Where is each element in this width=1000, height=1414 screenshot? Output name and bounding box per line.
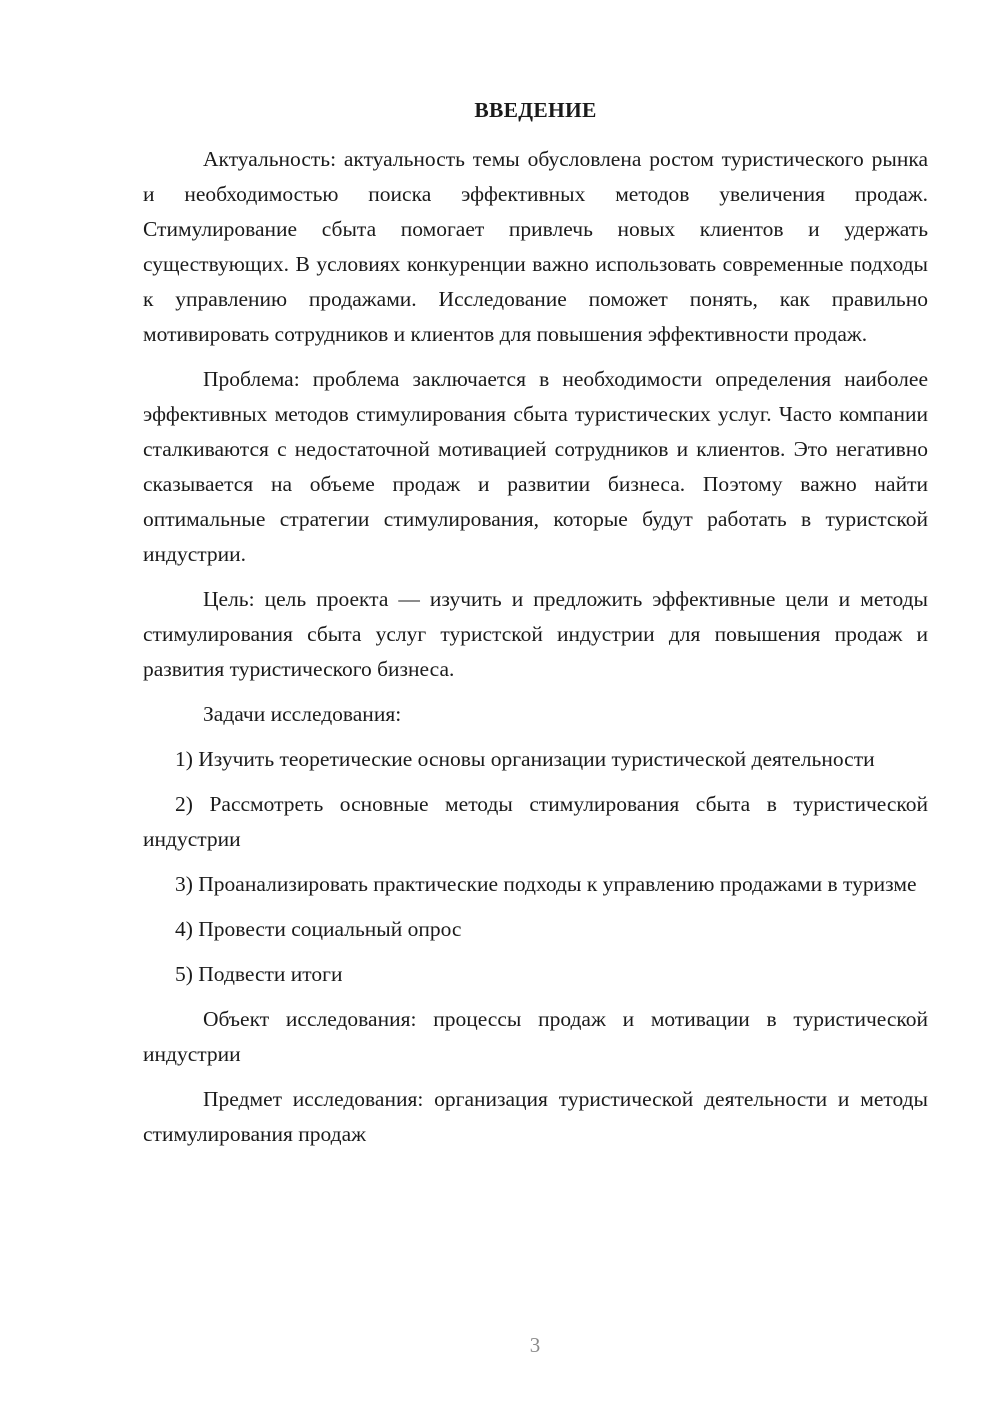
paragraph-subject: Предмет исследования: организация туристической деятельности и методы стимулирования продаж: [143, 1087, 928, 1146]
paragraph-problem: Проблема: проблема заключается в необходимости определения наиболее эффективных методов стимулирования сбыта туристических услуг. Часто компании сталкиваются с недостаточной мотивацией сотрудников и клиентов. Это негативно сказывается на объеме продаж и развитии бизнеса. Поэтому важно найти оптимальные стратегии стимулирования, которые будут работать в туристской индустрии.: [143, 367, 928, 566]
tasks-heading: Задачи исследования:: [203, 702, 402, 726]
paragraph-relevance: Актуальность: актуальность темы обусловлена ростом туристического рынка и необходимостью поиска эффективных методов увеличения продаж. Стимулирование сбыта помогает привлечь новых клиентов и удержать существующих. В условиях конкуренции важно использовать современные подходы к управлению продажами. Исследование поможет понять, как правильно мотивировать сотрудников и клиентов для повышения эффективности продаж.: [143, 147, 928, 346]
task-item-4: 4) Провести социальный опрос: [175, 917, 462, 941]
task-item-1: 1) Изучить теоретические основы организации туристической деятельности: [175, 747, 875, 771]
document-title: ВВЕДЕНИЕ: [474, 98, 597, 122]
task-item-3: 3) Проанализировать практические подходы к управлению продажами в туризме: [175, 872, 917, 896]
task-item-2: 2) Рассмотреть основные методы стимулирования сбыта в туристической индустрии: [143, 792, 928, 851]
document-page: [143, 92, 928, 1162]
paragraph-goal: Цель: цель проекта — изучить и предложить эффективные цели и методы стимулирования сбыта услуг туристской индустрии для повышения продаж и развития туристического бизнеса.: [143, 587, 928, 681]
page-number: 3: [529, 1333, 541, 1357]
task-item-5: 5) Подвести итоги: [175, 962, 343, 986]
paragraph-object: Объект исследования: процессы продаж и мотивации в туристической индустрии: [143, 1007, 928, 1066]
